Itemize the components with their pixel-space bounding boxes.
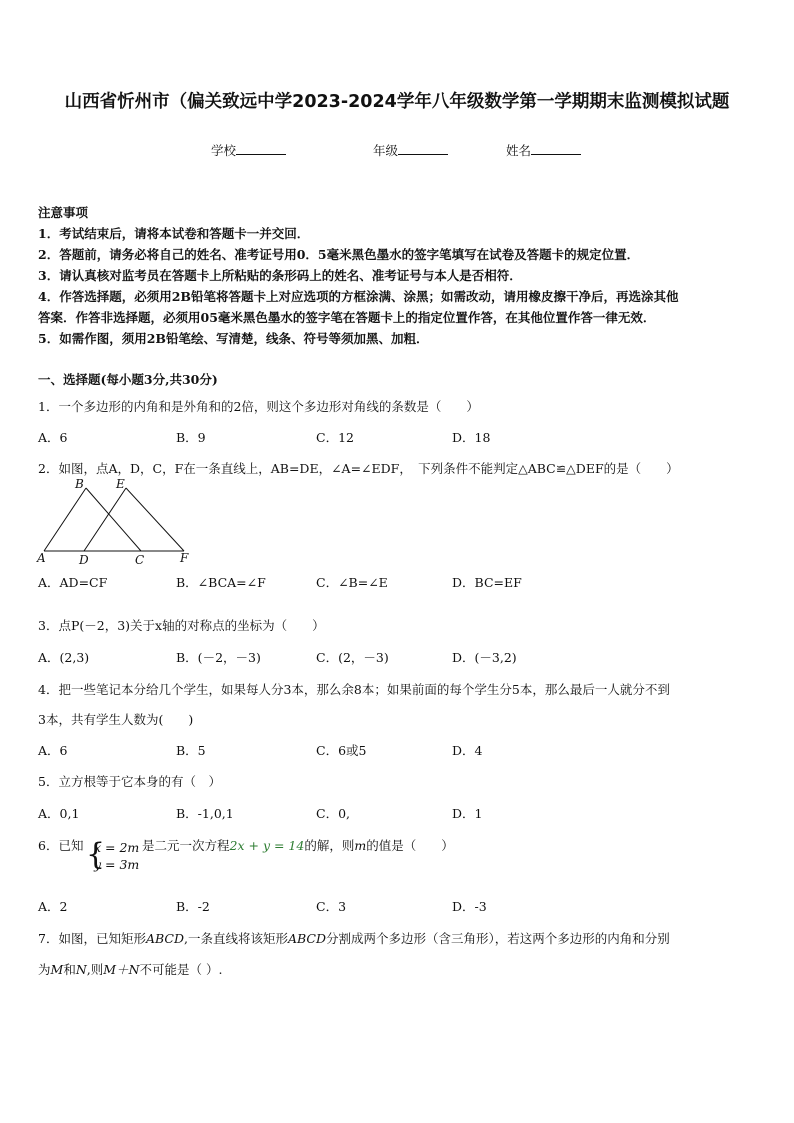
notice-item: 2．答题前，请务必将自己的姓名、准考证号用0．5毫米黑色墨水的签字笔填写在试卷及答题卡的规定位置． bbox=[38, 247, 640, 262]
q7-text-5: 和 bbox=[63, 962, 76, 977]
school-blank[interactable] bbox=[236, 143, 286, 155]
q4-option-a[interactable]: A．6 bbox=[38, 743, 68, 758]
q6-suffix-1: 的解，则 bbox=[304, 838, 355, 853]
grade-field bbox=[373, 141, 448, 159]
question-4-line-1: 4．把一些笔记本分给几个学生，如果每人分3本，那么余8本；如果前面的每个学生分5本，那么最后一人就分不到 bbox=[38, 682, 670, 697]
question-4-line-2: 3本，共有学生人数为( ) bbox=[38, 712, 194, 727]
label-b: B bbox=[75, 477, 84, 491]
notice-item: 3．请认真核对监考员在答题卡上所粘贴的条形码上的姓名、准考证号与本人是否相符． bbox=[38, 268, 522, 283]
segment-ab bbox=[44, 488, 86, 551]
q7-text-2: ,一条直线将该矩形 bbox=[184, 931, 288, 946]
q7-var-n: N bbox=[75, 962, 87, 977]
label-e: E bbox=[116, 477, 125, 491]
question-1-text: 1．一个多边形的内角和是外角和的2倍，则这个多边形对角线的条数是（ ） bbox=[38, 399, 479, 414]
name-label: 姓名 bbox=[506, 143, 532, 158]
school-label: 学校 bbox=[211, 143, 237, 158]
q2-option-a[interactable]: A．AD=CF bbox=[38, 575, 108, 590]
segment-bc bbox=[86, 488, 141, 551]
q5-option-b[interactable]: B．-1,0,1 bbox=[176, 806, 234, 821]
q3-option-a[interactable]: A．(2,3) bbox=[38, 650, 90, 665]
q6-equation: 2x + y = 14 bbox=[229, 838, 305, 853]
q1-option-a[interactable]: A．6 bbox=[38, 430, 68, 445]
q7-sum: M＋N bbox=[103, 962, 140, 977]
label-a: A bbox=[37, 551, 46, 565]
triangles-figure bbox=[34, 476, 204, 568]
question-7-line-1 bbox=[38, 929, 670, 947]
notice-item: 4．作答选择题，必须用2B铅笔将答题卡上对应选项的方框涂满、涂黑；如需改动，请用橡皮擦干净后，再选涂其他 bbox=[38, 289, 679, 304]
q3-option-d[interactable]: D．(－3,2) bbox=[452, 650, 517, 665]
q3-option-b[interactable]: B．(－2，－3) bbox=[176, 650, 261, 665]
question-3-text: 3．点P(－2，3)关于x轴的对称点的坐标为（ ） bbox=[38, 618, 325, 633]
question-2-text: 2．如图，点A，D，C，F在一条直线上，AB=DE，∠A=∠EDF， 下列条件不能判定△ABC≌△DEF的是（ ） bbox=[38, 461, 679, 476]
system-row-1: x = 2m bbox=[94, 840, 140, 855]
q7-var-m: M bbox=[50, 962, 64, 977]
label-c: C bbox=[135, 553, 145, 567]
q6-option-c[interactable]: C．3 bbox=[316, 899, 347, 914]
system-row-2: y = 3m bbox=[94, 857, 140, 872]
school-field bbox=[211, 141, 286, 159]
q4-option-d[interactable]: D．4 bbox=[452, 743, 483, 758]
q1-option-c[interactable]: C．12 bbox=[316, 430, 354, 445]
question-5-text: 5．立方根等于它本身的有（ ） bbox=[38, 774, 221, 789]
grade-label: 年级 bbox=[373, 143, 399, 158]
q6-option-a[interactable]: A．2 bbox=[38, 899, 68, 914]
q6-variable: m bbox=[354, 838, 367, 853]
q5-option-c[interactable]: C．0, bbox=[316, 806, 350, 821]
label-f: F bbox=[180, 551, 189, 565]
brace-symbol: { bbox=[86, 837, 106, 872]
q5-option-a[interactable]: A．0,1 bbox=[38, 806, 80, 821]
q4-option-b[interactable]: B．5 bbox=[176, 743, 206, 758]
q1-option-b[interactable]: B．9 bbox=[176, 430, 206, 445]
segment-ef bbox=[126, 488, 184, 551]
q2-option-d[interactable]: D．BC=EF bbox=[452, 575, 522, 590]
grade-blank[interactable] bbox=[398, 143, 448, 155]
q4-option-c[interactable]: C．6或5 bbox=[316, 743, 367, 758]
question-6-middle bbox=[142, 836, 454, 854]
notice-item: 答案．作答非选择题，必须用05毫米黑色墨水的签字笔在答题卡上的指定位置作答，在其他位置作答一律无效． bbox=[38, 310, 656, 325]
notice-item: 1．考试结束后，请将本试卷和答题卡一并交回． bbox=[38, 226, 310, 241]
q6-option-d[interactable]: D．-3 bbox=[452, 899, 487, 914]
q2-option-c[interactable]: C．∠B=∠E bbox=[316, 575, 388, 590]
q7-text-7: 不可能是（ ）. bbox=[139, 962, 223, 977]
q6-suffix-2: 的值是（ ） bbox=[366, 838, 454, 853]
segment-de bbox=[84, 488, 126, 551]
equation-system bbox=[86, 839, 146, 875]
q5-option-d[interactable]: D．1 bbox=[452, 806, 483, 821]
q7-text-6: ,则 bbox=[86, 962, 104, 977]
q7-rect-2: ABCD bbox=[287, 931, 327, 946]
q7-rect-1: ABCD bbox=[145, 931, 184, 946]
q7-text-4: 为 bbox=[38, 962, 51, 977]
name-field bbox=[506, 141, 581, 159]
question-6-prefix: 6．已知 bbox=[38, 838, 84, 853]
q6-mid-text: 是二元一次方程 bbox=[142, 838, 230, 853]
section-heading: 一、选择题(每小题3分,共30分) bbox=[38, 372, 218, 387]
notice-heading: 注意事项 bbox=[38, 205, 89, 220]
q1-option-d[interactable]: D．18 bbox=[452, 430, 491, 445]
q6-option-b[interactable]: B．-2 bbox=[176, 899, 210, 914]
notice-item: 5．如需作图，须用2B铅笔绘、写清楚，线条、符号等须加黑、加粗． bbox=[38, 331, 429, 346]
name-blank[interactable] bbox=[531, 143, 581, 155]
q7-text-3: 分割成两个多边形（含三角形），若这两个多边形的内角和分别 bbox=[326, 931, 670, 946]
exam-title: 山西省忻州市（偏关致远中学2023-2024学年八年级数学第一学期期末监测模拟试题 bbox=[64, 92, 730, 112]
label-d: D bbox=[79, 553, 89, 567]
question-7-line-2 bbox=[38, 960, 222, 978]
q2-option-b[interactable]: B．∠BCA=∠F bbox=[176, 575, 266, 590]
q3-option-c[interactable]: C．(2，－3) bbox=[316, 650, 389, 665]
q7-text-1: 7．如图，已知矩形 bbox=[38, 931, 146, 946]
